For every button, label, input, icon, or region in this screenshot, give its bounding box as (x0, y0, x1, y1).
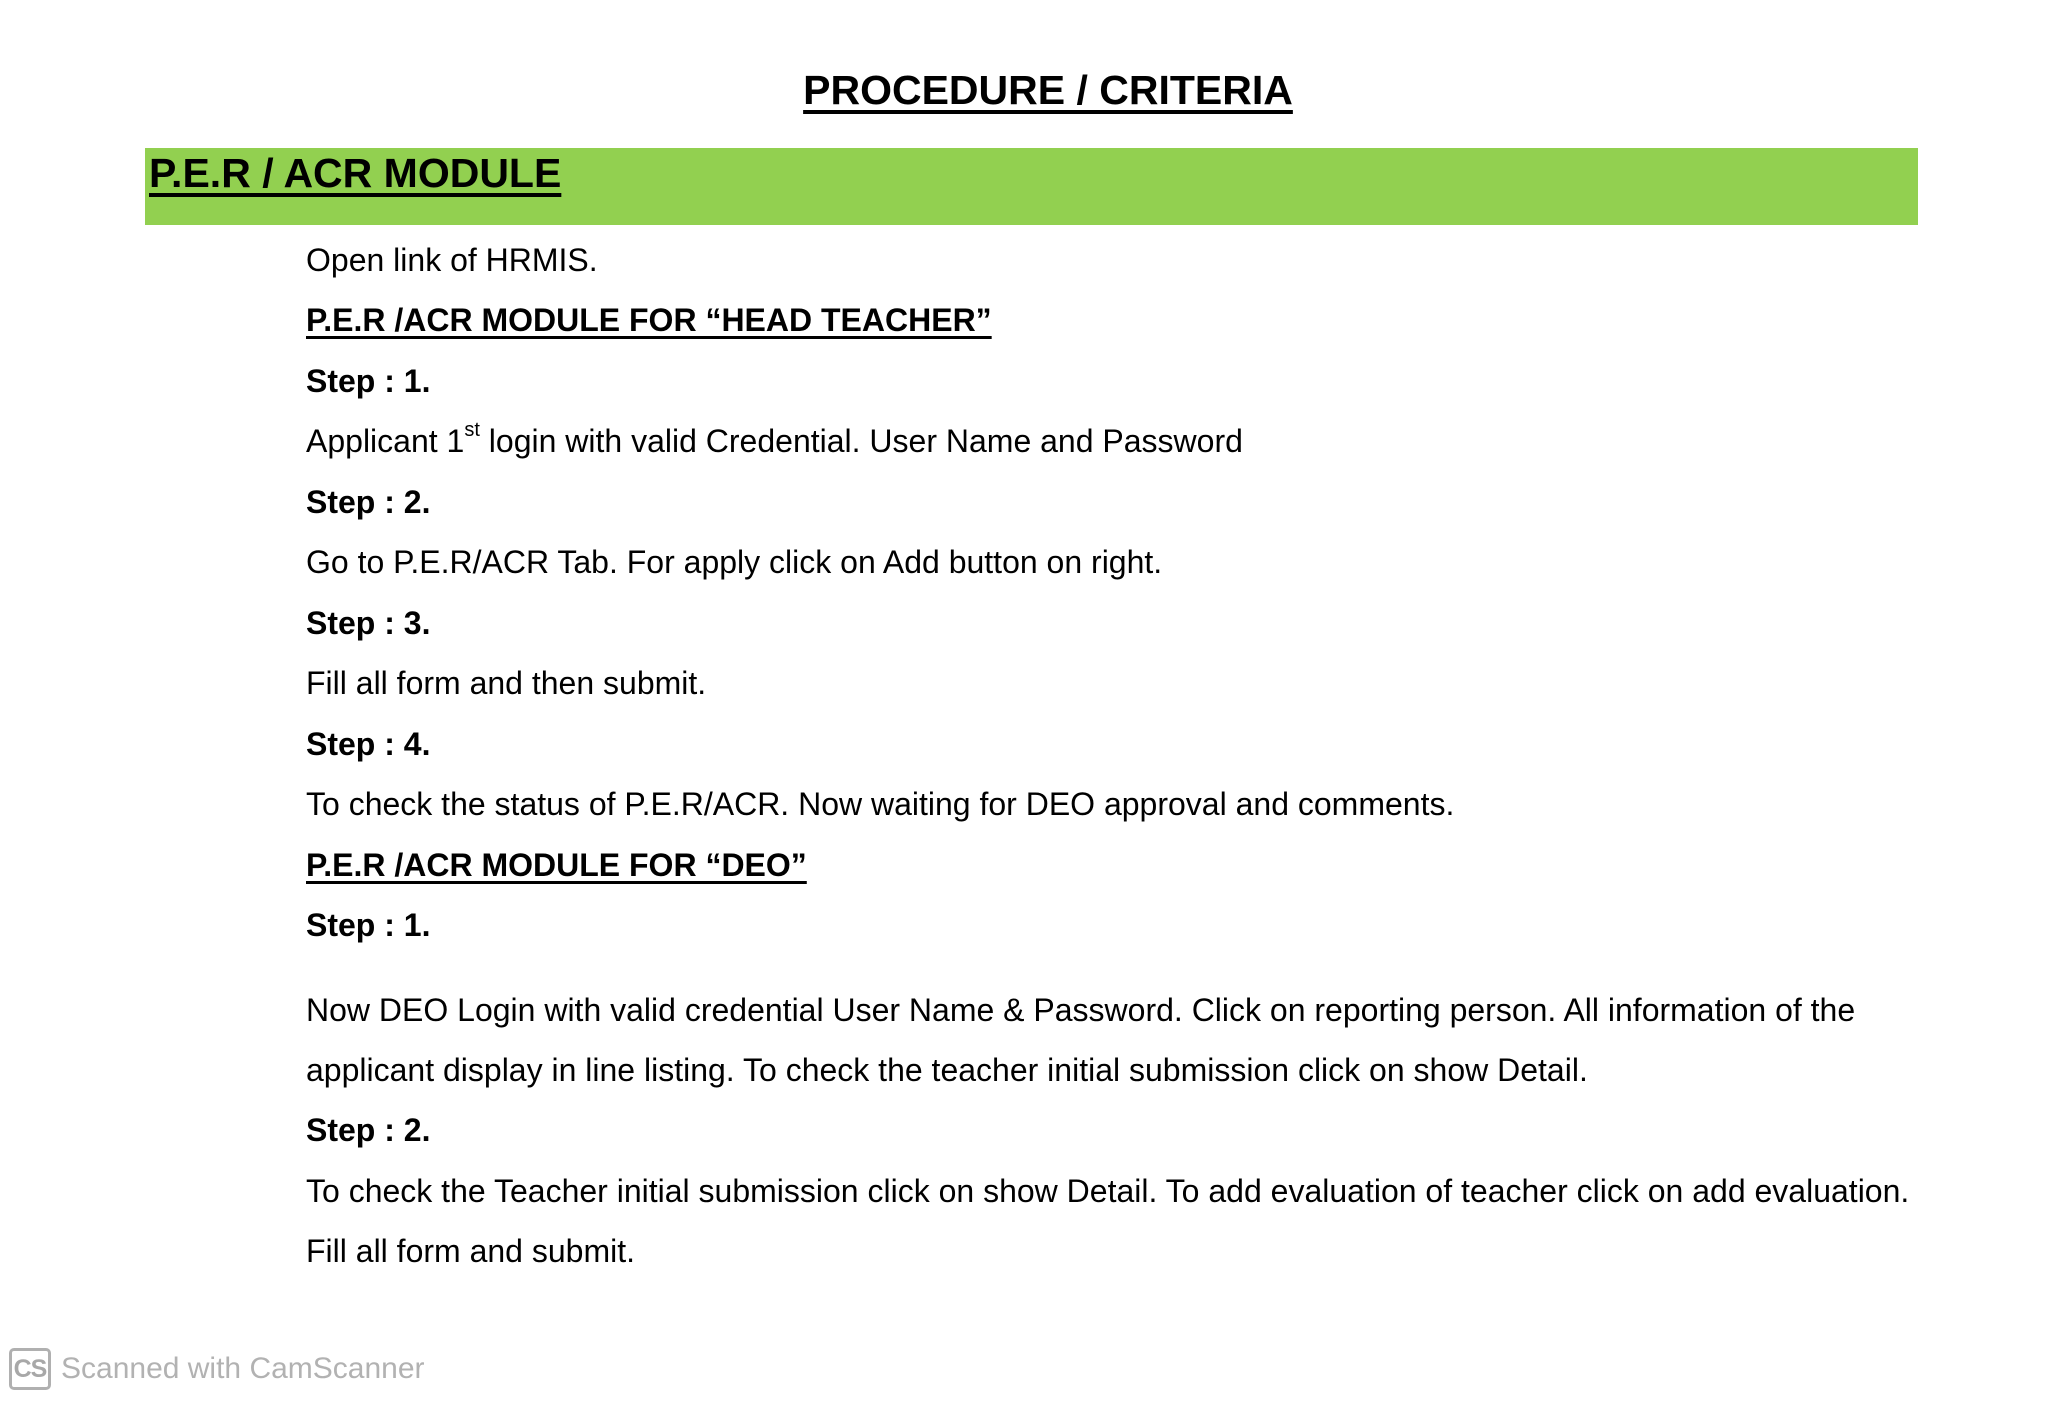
head-teacher-step-1-label: Step : 1. (306, 363, 431, 399)
deo-step-2-label: Step : 2. (306, 1112, 431, 1148)
deo-step-2-text: To check the Teacher initial submission click on show Detail. To add evaluation of teacher click on add evaluation. Fill all form and submit. (306, 1173, 1910, 1269)
camscanner-watermark (9, 1348, 425, 1390)
module-title: P.E.R / ACR MODULE (149, 150, 562, 196)
camscanner-logo-icon: CS (9, 1348, 51, 1390)
intro-text: Open link of HRMIS. (306, 242, 598, 278)
module-banner (145, 148, 1918, 225)
deo-step-1-text: Now DEO Login with valid credential User Name & Password. Click on reporting person. All information of the applicant display in line listing. To check the teacher initial submission click on show Detail. (306, 992, 1856, 1088)
head-teacher-step-3-label: Step : 3. (306, 605, 431, 641)
deo-step-1-label: Step : 1. (306, 907, 431, 943)
head-teacher-heading: P.E.R /ACR MODULE FOR “HEAD TEACHER” (306, 302, 992, 338)
page-title: PROCEDURE / CRITERIA (803, 67, 1293, 113)
head-teacher-step-2-text: Go to P.E.R/ACR Tab. For apply click on Add button on right. (306, 544, 1163, 580)
head-teacher-step-4-label: Step : 4. (306, 726, 431, 762)
head-teacher-step-3-text: Fill all form and then submit. (306, 665, 707, 701)
head-teacher-step-4-text: To check the status of P.E.R/ACR. Now waiting for DEO approval and comments. (306, 786, 1455, 822)
head-teacher-step-2-label: Step : 2. (306, 484, 431, 520)
watermark-text: Scanned with CamScanner (61, 1352, 425, 1385)
deo-heading: P.E.R /ACR MODULE FOR “DEO” (306, 847, 807, 883)
head-teacher-step-1-text: Applicant 1st login with valid Credential. User Name and Password (306, 419, 1243, 459)
